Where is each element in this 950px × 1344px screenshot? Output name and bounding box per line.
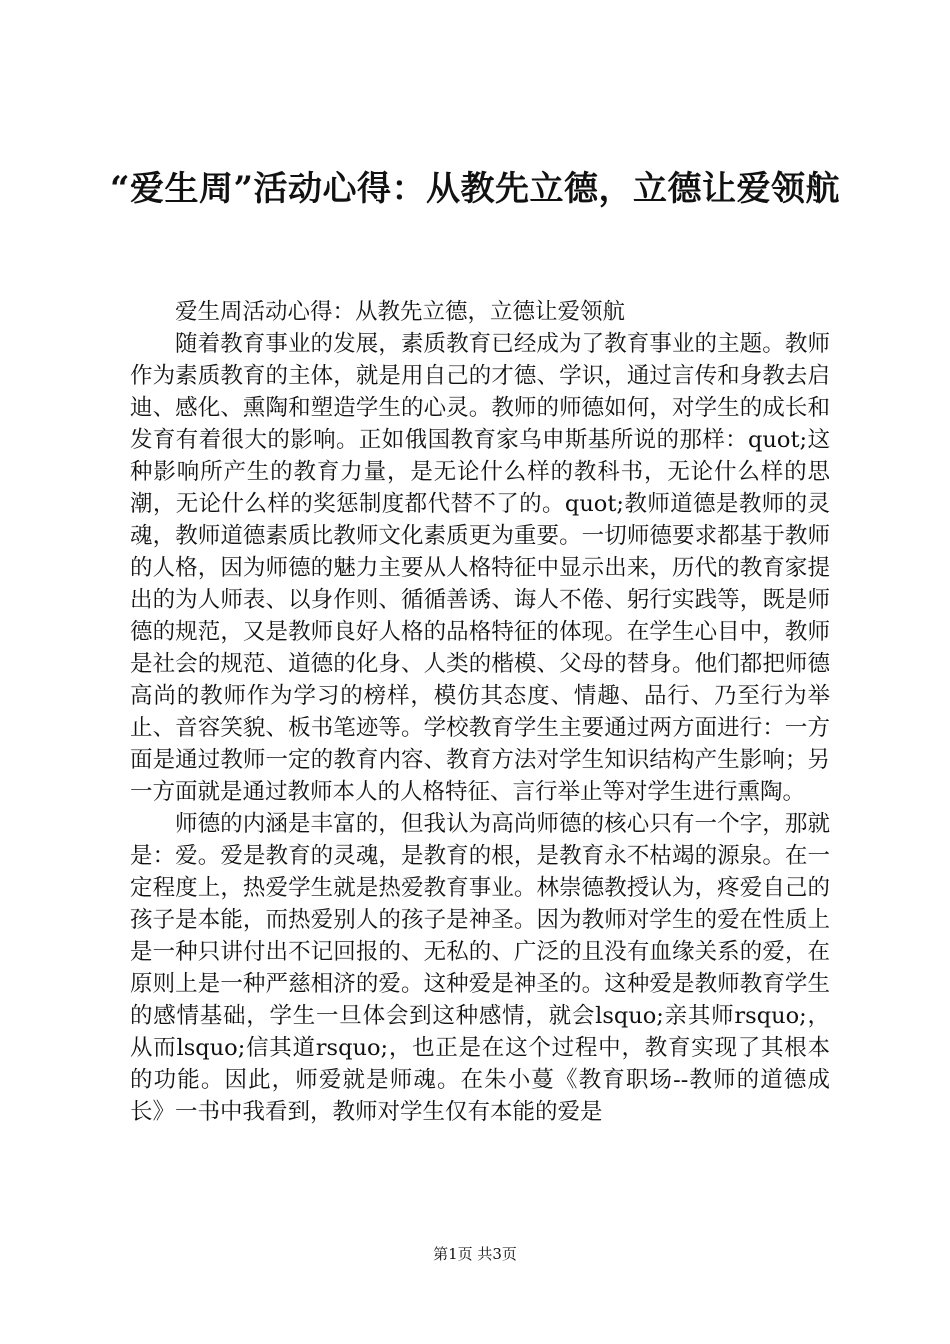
paragraph-1: 随着教育事业的发展，素质教育已经成为了教育事业的主题。教师作为素质教育的主体，就是用自己的才德、学识，通过言传和身教去启迪、感化、熏陶和塑造学生的心灵。教师的师德如何，对学生的成长和发育有着很大的影响。正如俄国教育家乌申斯基所说的那样：quot;这种影响所产生的教育力量，是无论什么样的教科书，无论什么样的思潮，无论什么样的奖惩制度都代替不了的。quot;教师道德是教师的灵魂，教师道德素质比教师文化素质更为重要。一切师德要求都基于教师的人格，因为师德的魅力主要从人格特征中显示出来，历代的教育家提出的为人师表、以身作则、循循善诱、诲人不倦、躬行实践等，既是师德的规范，又是教师良好人格的品格特征的体现。在学生心目中，教师是社会的规范、道德的化身、人类的楷模、父母的替身。他们都把师德高尚的教师作为学习的榜样，模仿其态度、情趣、品行、乃至行为举止、音容笑貌、板书笔迹等。学校教育学生主要通过两方面进行：一方面是通过教师一定的教育内容、教育方法对学生知识结构产生影响；另一方面就是通过教师本人的人格特征、言行举止等对学生进行熏陶。: [130, 331, 830, 805]
document-title: “爱生周”活动心得：从教先立德，立德让爱领航: [109, 169, 841, 209]
page-footer: 第1页 共3页: [433, 1245, 517, 1263]
document-body: [130, 296, 830, 1192]
paragraph-2: 师德的内涵是丰富的，但我认为高尚师德的核心只有一个字，那就是：爱。爱是教育的灵魂，是教育的根，是教育永不枯竭的源泉。在一定程度上，热爱学生就是热爱教育事业。林崇德教授认为，疼爱自己的孩子是本能，而热爱别人的孩子是神圣。因为教师对学生的爱在性质上是一种只讲付出不记回报的、无私的、广泛的且没有血缘关系的爱，在原则上是一种严慈相济的爱。这种爱是神圣的。这种爱是教师教育学生的感情基础，学生一旦体会到这种感情，就会lsquo;亲其师rsquo;，从而lsquo;信其道rsquo;，也正是在这个过程中，教育实现了其根本的功能。因此，师爱就是师魂。在朱小蔓《教育职场--教师的道德成长》一书中我看到，教师对学生仅有本能的爱是: [130, 811, 830, 1125]
paragraph-subtitle: 爱生周活动心得：从教先立德，立德让爱领航: [175, 299, 626, 325]
